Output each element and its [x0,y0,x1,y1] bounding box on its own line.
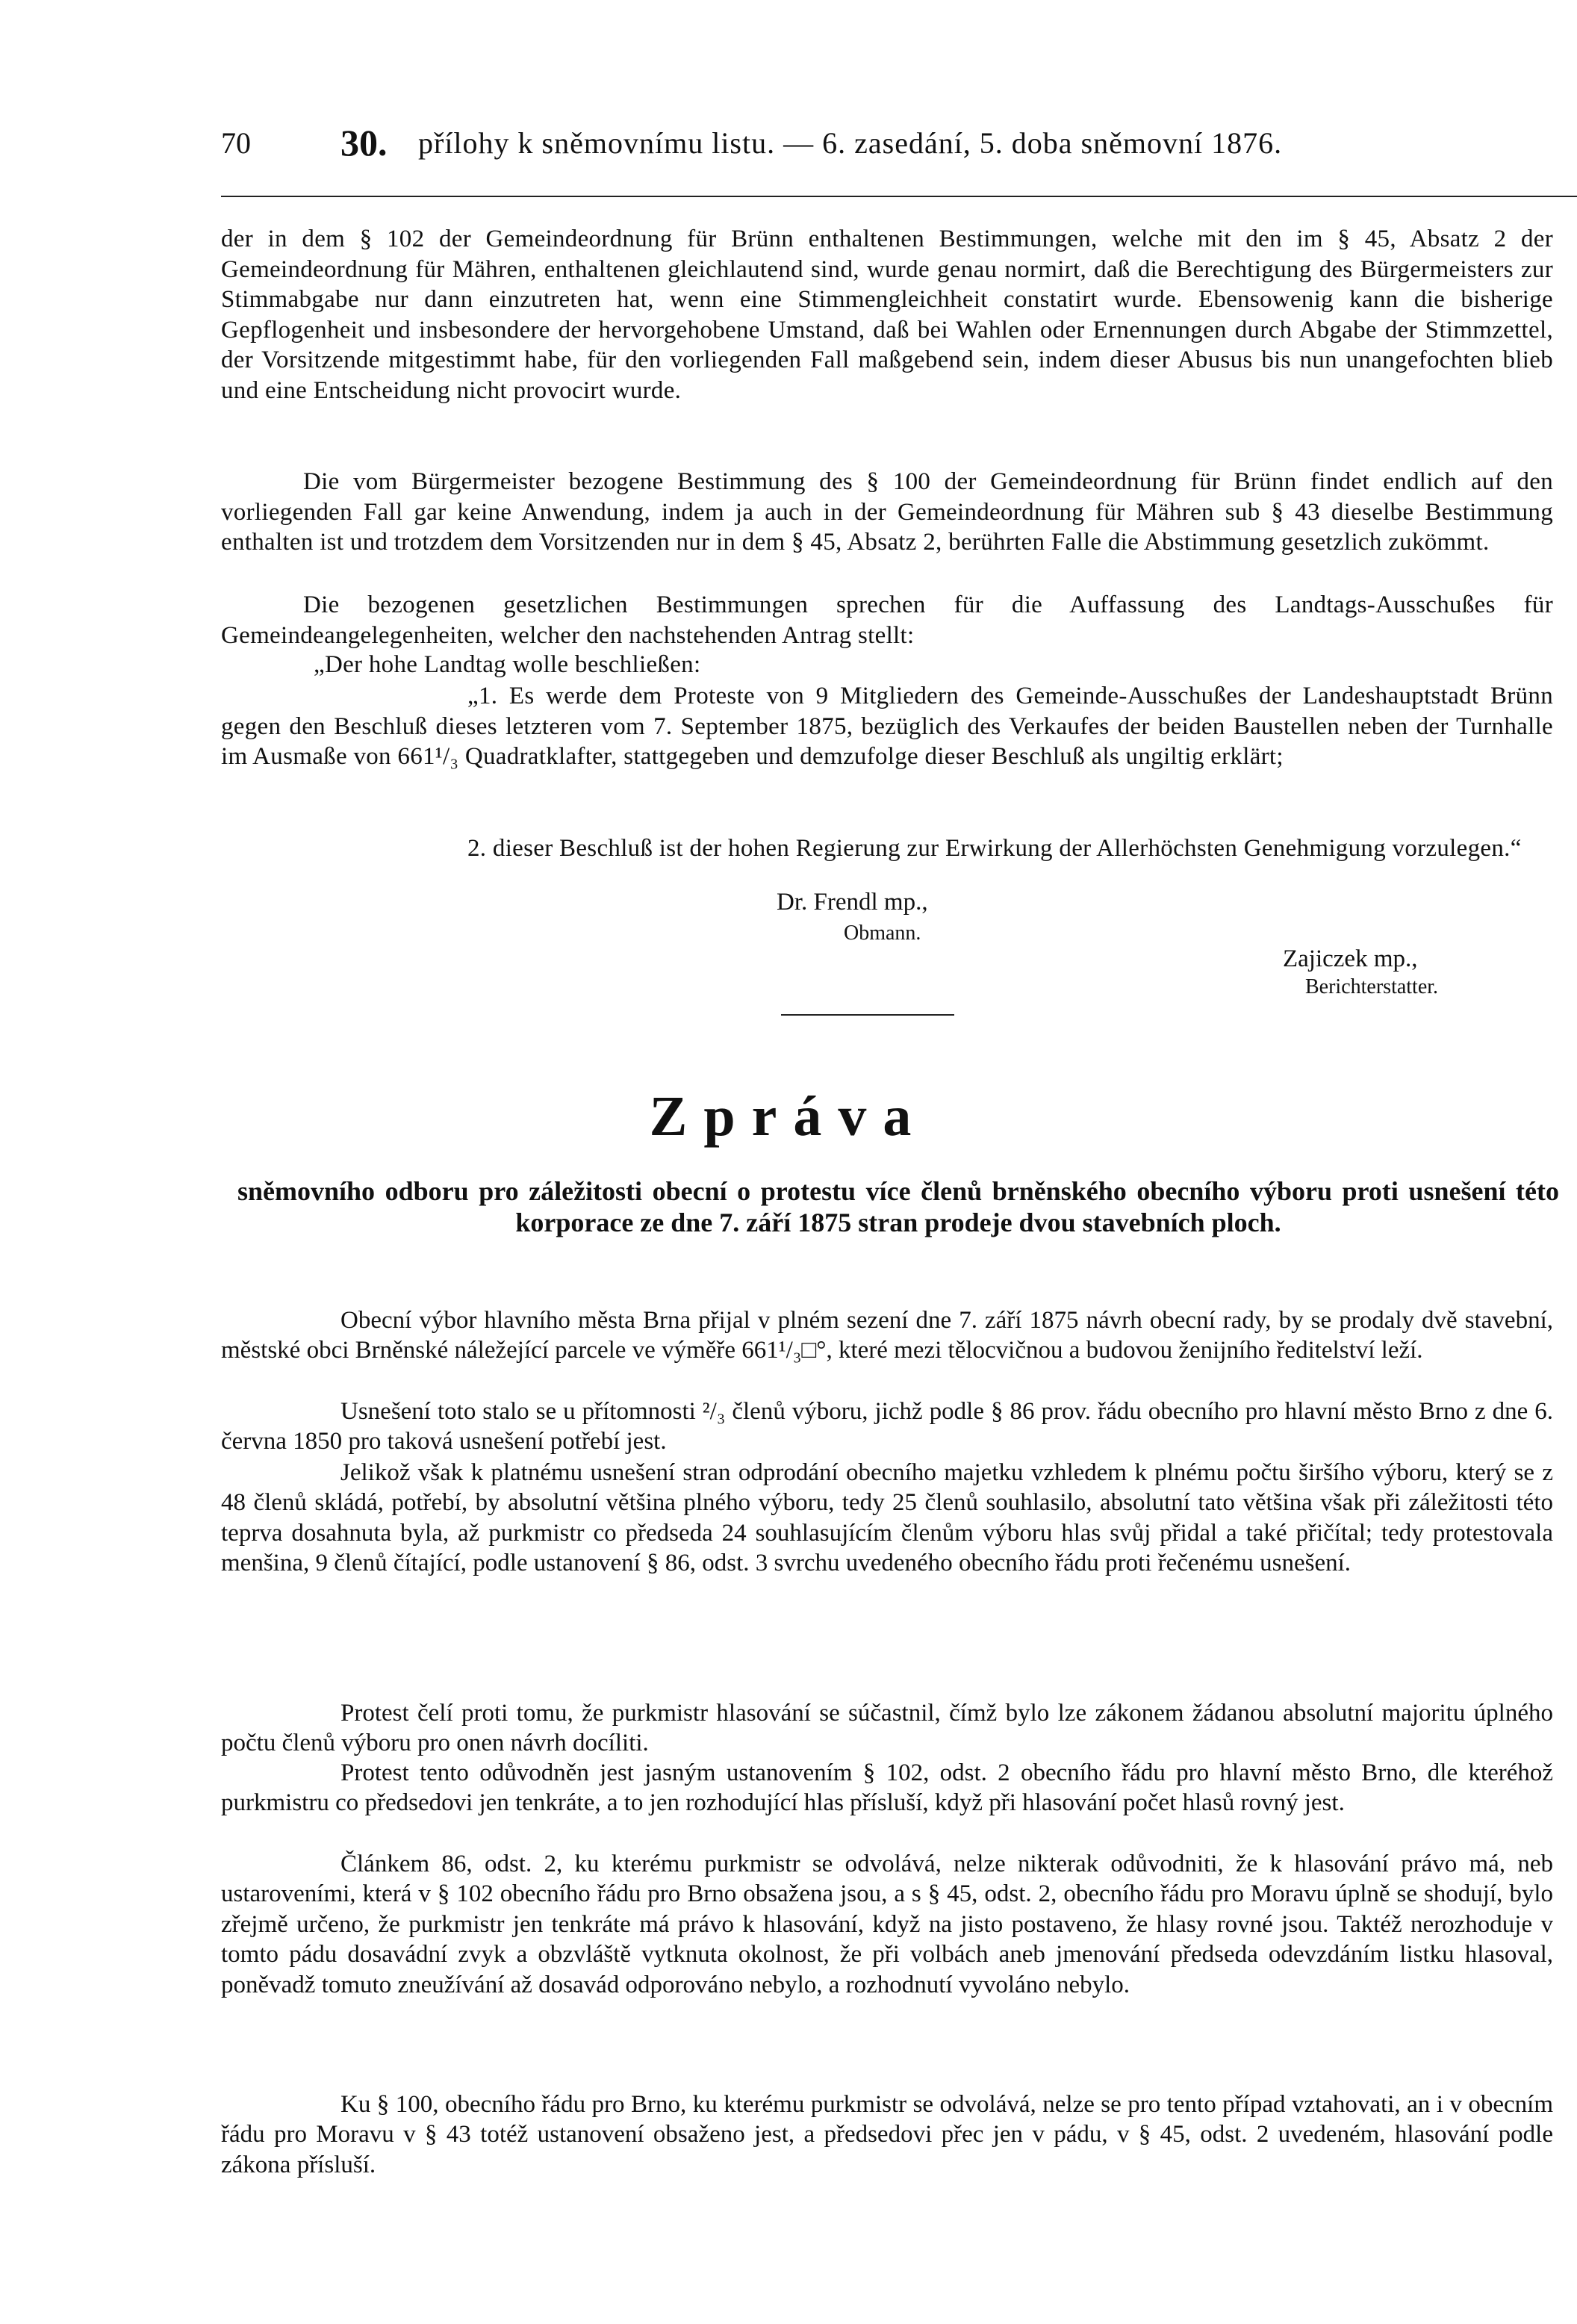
running-title: přílohy k sněmovnímu listu. — 6. zasedání, 5. doba sněmovní 1876. [418,126,1283,160]
report-subheading: sněmovního odboru pro záležitosti obecní o protestu více členů brněnského obecního výboru proti usnešení této korporace ze dne 7. září 1875 stran prodeje dvou stavebních ploch. [237,1176,1559,1237]
signature-rapporteur-name: Zajiczek mp., [1283,945,1418,972]
page-number: 70 [221,126,251,160]
czech-paragraph-5: Protest tento odůvodněn jest jasným ustanovením § 102, odst. 2 obecního řádu pro hlavní město Brno, dle kteréhož purkmistru co předsedovi jen tenkráte, a to jen rozhodující hlas přísluší, když při hlasování počet hlasů rovný jest. [221,1759,1553,1817]
header-rule [221,196,1577,197]
german-motion-point-2: 2. dieser Beschluß ist der hohen Regierung zur Erwirkung der Allerhöchsten Genehmigung vorzulegen.“ [467,835,1522,862]
czech-paragraph-1: Obecní výbor hlavního města Brna přijal v plném sezení dne 7. září 1875 návrh obecní rady, by se prodaly dvě stavební, městské obci Brněnské náležející parcele ve výměře 661¹/₃□°, které mezi tělocvičnou a budovou ženijního ředitelství leží. [221,1307,1553,1364]
german-motion-intro: „Der hohe Landtag wolle beschließen: [314,651,701,678]
signature-chairman-role: Obmann. [844,922,921,945]
czech-paragraph-2: Usnešení toto stalo se u přítomnosti ²/₃ členů výboru, jichž podle § 86 prov. řádu obecního pro hlavní město Brno z dne 6. června 1850 pro taková usnešení potřebí jest. [221,1398,1553,1455]
german-motion-point-1: „1. Es werde dem Proteste von 9 Mitgliedern des Gemeinde-Ausschußes der Landeshauptstadt Brünn gegen den Beschluß dieses letzteren vom 7. September 1875, bezüglich des Verkaufes der beiden Baustellen neben der Turnhalle im Ausmaße von 661¹/₃ Quadratklafter, stattgegeben und demzufolge dieser Beschluß als ungiltig erklärt; [221,683,1553,771]
signature-chairman [777,889,928,945]
german-paragraph-2: Die vom Bürgermeister bezogene Bestimmung des § 100 der Gemeindeordnung für Brünn findet endlich auf den vorliegenden Fall gar keine Anwendung, indem ja auch in der Gemeindeordnung für Mähren sub § 43 dieselbe Bestimmung enthalten ist und trotzdem dem Vorsitzenden nur in dem § 45, Absatz 2, berührten Falle die Abstimmung gesetzlich zukömmt. [221,468,1553,556]
german-paragraph-3: Die bezogenen gesetzlichen Bestimmungen sprechen für die Auffassung des Landtags-Ausschußes für Gemeindeangelegenheiten, welcher den nachstehenden Antrag stellt: [221,591,1553,649]
german-paragraph-1: der in dem § 102 der Gemeindeordnung für Brünn enthaltenen Bestimmungen, welche mit den im § 45, Absatz 2 der Gemeindeordnung für Mähren, enthaltenen gleichlautend sind, wurde genau normirt, daß die Berechtigung des Bürgermeisters zur Stimmabgabe nur dann einzutreten hat, wenn eine Stimmengleichheit constatirt wurde. Ebensowenig kann die bisherige Gepflogenheit und insbesondere der hervorgehobene Umstand, daß bei Wahlen oder Ernennungen durch Abgabe der Stimmzettel, der Vorsitzende mitgestimmt habe, für den vorliegenden Fall maßgebend sein, indem dieser Abusus bis nun unangefochten blieb und eine Entscheidung nicht provocirt wurde. [221,226,1553,404]
issue-number: 30. [340,122,388,164]
czech-paragraph-3: Jelikož však k platnému usnešení stran odprodání obecního majetku vzhledem k plnému počtu širšího výboru, který se z 48 členů skládá, potřebí, by absolutní většina plného výboru, tedy 25 členů souhlasilo, absolutní tato většina však při záležitosti této teprva dosahnuta byla, až purkmistr co předseda 24 souhlasujícím členům výboru hlas svůj přidal a také přičítal; tedy protestovala menšina, 9 členů čítající, podle ustanovení § 86, odst. 3 svrchu uvedeného obecního řádu proti řečenému usnešení. [221,1459,1553,1577]
report-heading: Zpráva [649,1085,928,1148]
section-divider [781,1014,954,1016]
signature-rapporteur-role: Berichterstatter. [1305,975,1439,998]
czech-paragraph-6: Článkem 86, odst. 2, ku kterému purkmistr se odvolává, nelze nikterak odůvodniti, že k hlasování právo má, neb ustaroveními, která v § 102 obecního řádu pro Brno obsažena jsou, a s § 45, odst. 2, obecního řádu pro Moravu úplně se shodují, bylo zřejmě určeno, že purkmistr jen tenkráte má právo k hlasování, když na jisto postaveno, že hlasy rovné jsou. Taktéž nerozhoduje v tomto pádu dosavádní zvyk a obzvláště vytknuta okolnost, že při volbách aneb jmenování předseda odevzdáním listku hlasoval, poněvadž tomuto zneužívání až dosavád odporováno nebylo, a rozhodnutí vyvoláno nebylo. [221,1851,1553,1998]
signature-chairman-name: Dr. Frendl mp., [777,889,928,916]
signature-rapporteur [1283,945,1439,998]
czech-paragraph-4: Protest čelí proti tomu, že purkmistr hlasování se súčastnil, čímž bylo lze zákonem žádanou absolutní majoritu úplného počtu členů výboru pro onen návrh docíliti. [221,1700,1553,1757]
czech-paragraph-7: Ku § 100, obecního řádu pro Brno, ku kterému purkmistr se odvolává, nelze se pro tento případ vztahovati, an i v obecním řádu pro Moravu v § 43 totéž ustanovení obsaženo jest, a předsedovi přec jen v pádu, v § 45, odst. 2 uvedeném, hlasování podle zákona přísluší. [221,2091,1553,2178]
